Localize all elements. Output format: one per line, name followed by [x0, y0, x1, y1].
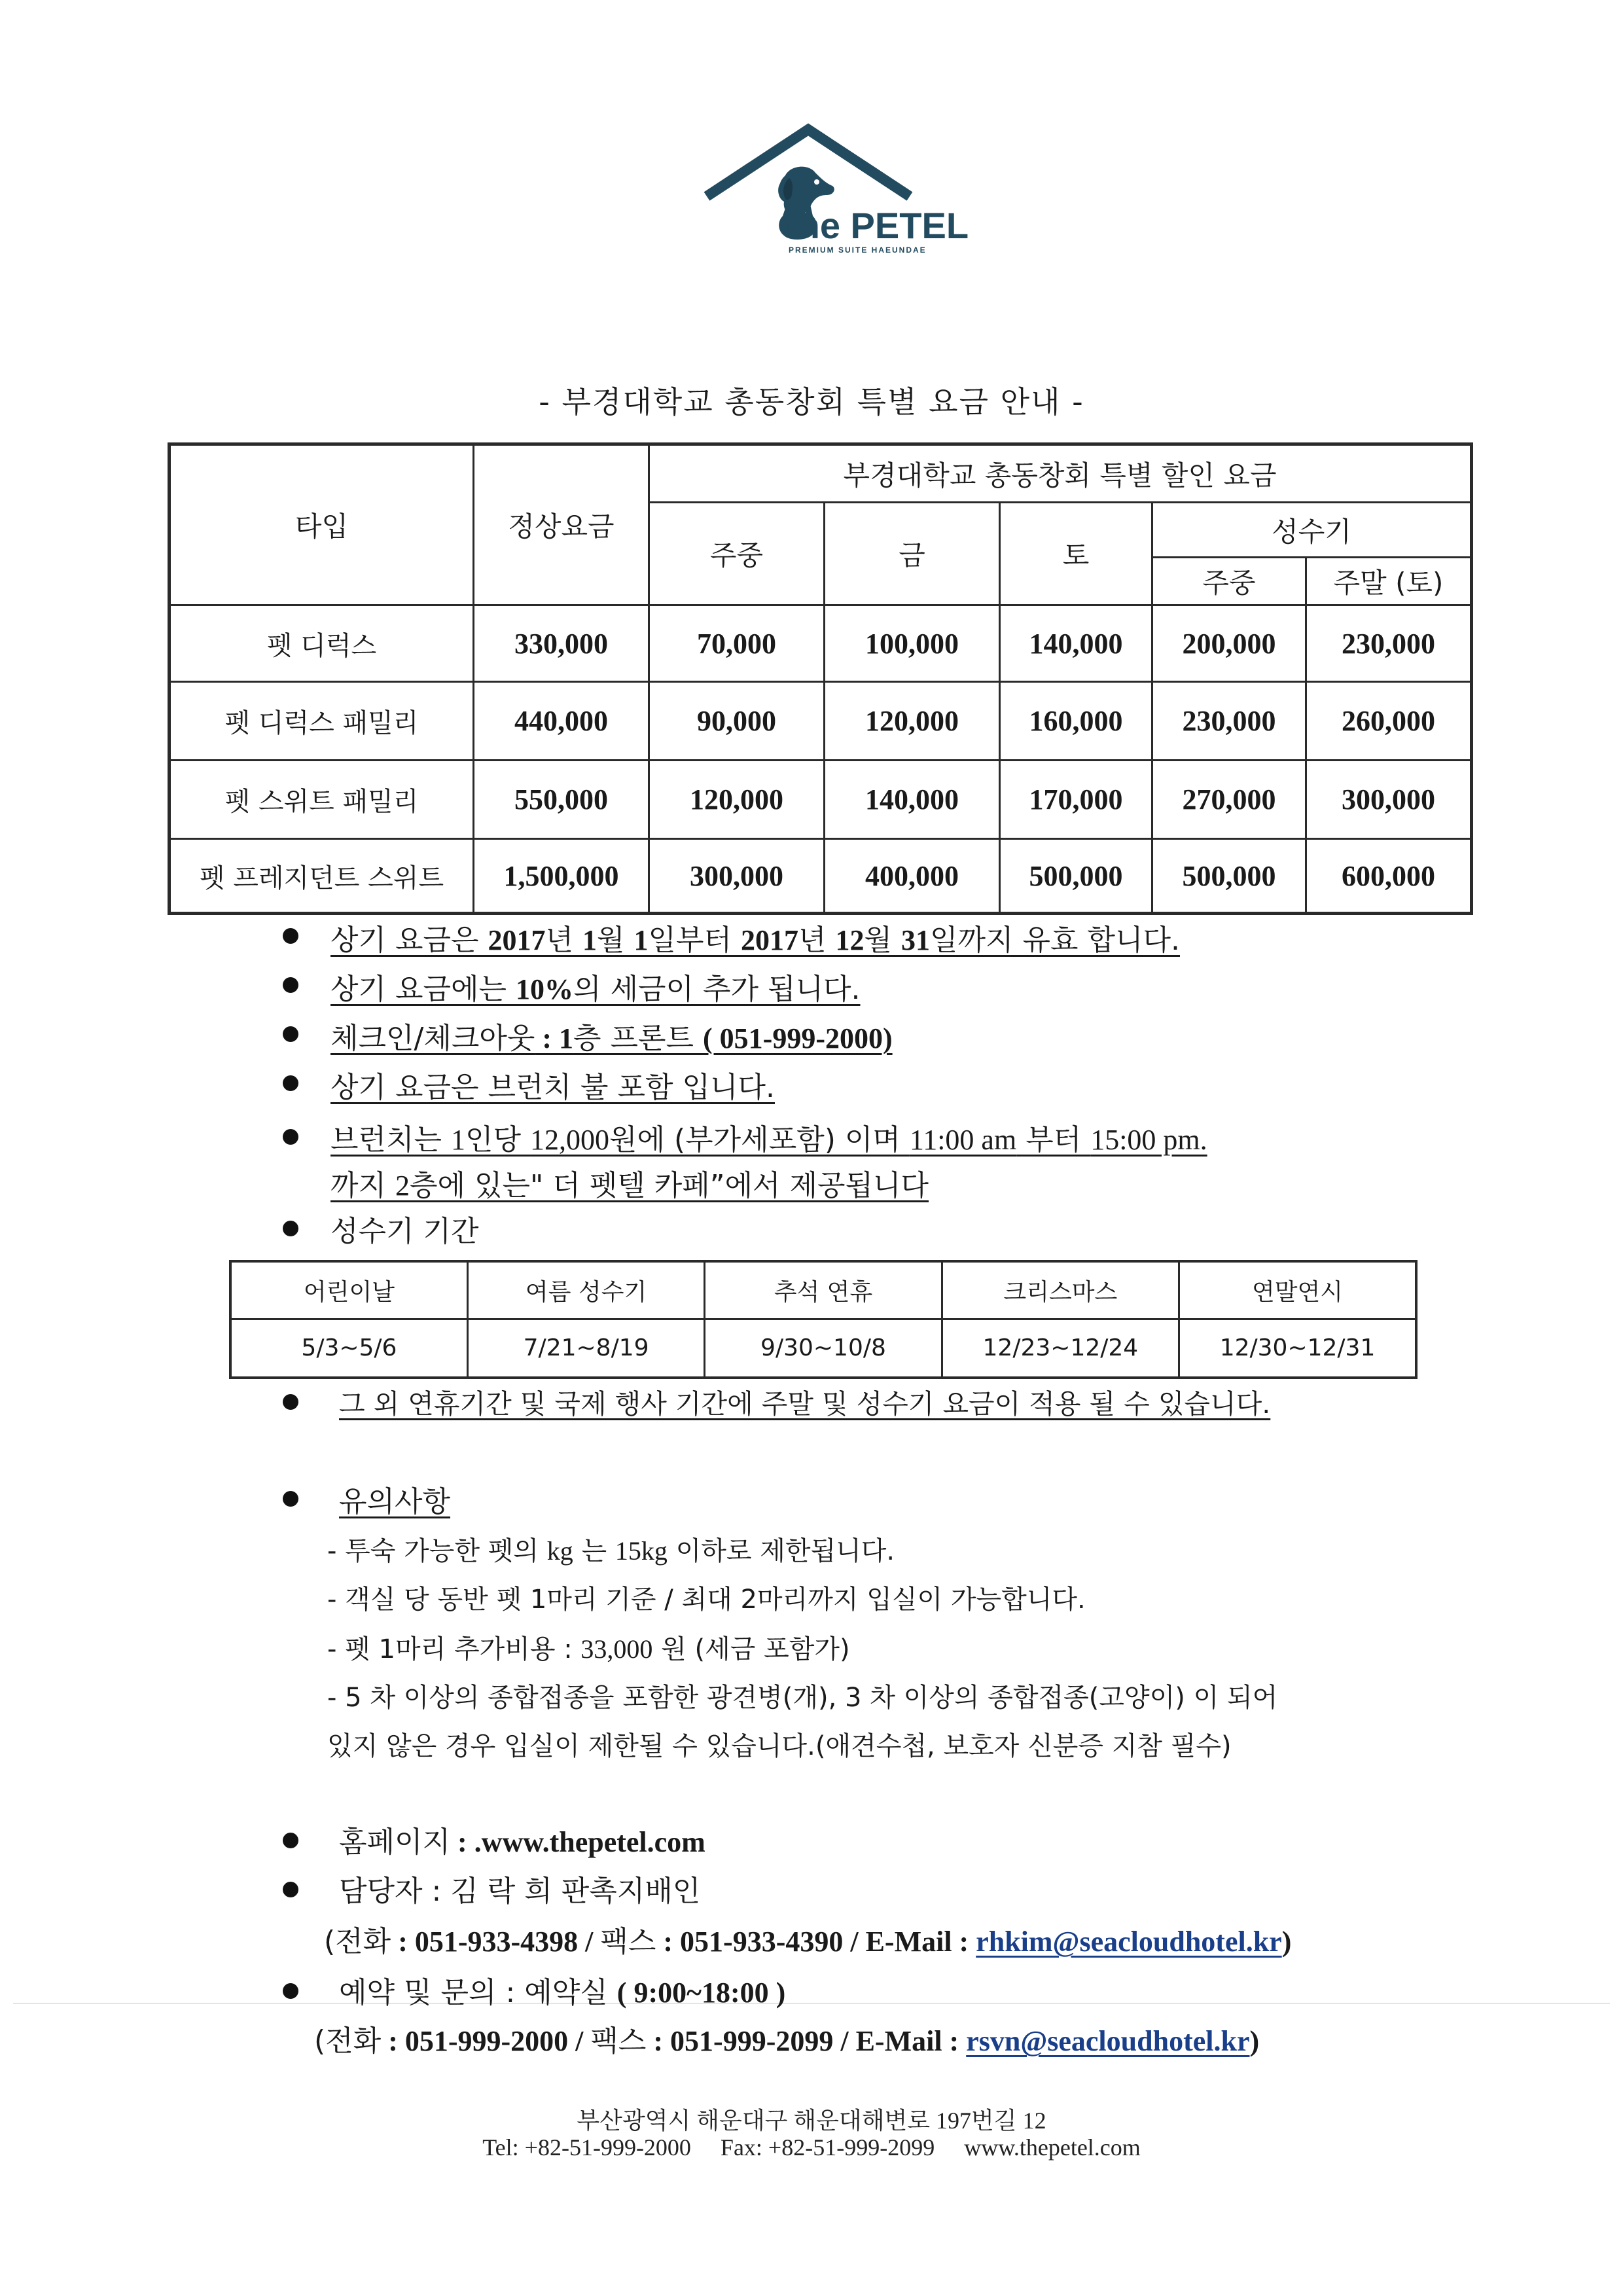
- note-line: - 객실 당 동반 펫 1마리 기준 / 최대 2마리까지 입실이 가능합니다.: [327, 1585, 1086, 1615]
- manager-phone: : 051-933-4398 /: [391, 1926, 601, 1958]
- peak-dates: 12/30~12/31: [1179, 1319, 1416, 1378]
- note-unit: kg: [546, 1536, 573, 1566]
- header-peak-weekend: 주말 (토): [1306, 557, 1472, 605]
- validity-year-start: 2017: [488, 924, 546, 956]
- header-sat: 토: [1000, 503, 1152, 605]
- validity-day-end: 31: [901, 924, 930, 956]
- bullet-dot-icon: [283, 1394, 298, 1410]
- contact-text: ): [1281, 1926, 1292, 1958]
- validity-text: 월: [864, 924, 901, 957]
- bullet-dot-icon: [283, 1075, 298, 1091]
- peak-period-title: 성수기 기간: [330, 1215, 479, 1248]
- note-weight-limit: 15kg: [615, 1536, 668, 1566]
- bullet-dot-icon: [283, 1882, 298, 1897]
- brunch-note-line1: [330, 1116, 1207, 1158]
- peak-weekend-rate: 230,000: [1306, 605, 1472, 682]
- validity-month-end: 12: [835, 924, 865, 956]
- brunch-price: 12,000: [530, 1124, 610, 1156]
- validity-text: 월: [597, 924, 634, 957]
- fri-rate: 400,000: [825, 839, 1000, 914]
- peak-season-table: [229, 1260, 1418, 1379]
- table-row: [169, 839, 1472, 914]
- brunch-text: 부터: [1016, 1123, 1091, 1157]
- header-regular: 정상요금: [474, 444, 649, 605]
- contact-text: ): [1249, 2025, 1260, 2057]
- validity-text: 년: [798, 924, 836, 957]
- page-title: - 부경대학교 총동창회 특별 요금 안내 -: [539, 384, 1084, 420]
- brunch-end: 15:00 pm.: [1090, 1124, 1207, 1156]
- peak-dates: 12/23~12/24: [942, 1319, 1179, 1378]
- note-text: - 투숙 가능한 펫의: [327, 1536, 547, 1566]
- manager-contact-line: [324, 1918, 1291, 1960]
- brunch-text: 인당: [465, 1123, 531, 1157]
- weekday-rate: 300,000: [649, 839, 825, 914]
- homepage-label: 홈페이지: [339, 1825, 451, 1859]
- peak-dates: 9/30~10/8: [705, 1319, 942, 1378]
- brunch-text: 브런치는: [330, 1123, 452, 1157]
- footer-address: 부산광역시 해운대구 해운대해변로 197번길 12: [577, 2108, 1046, 2134]
- peak-name: 크리스마스: [942, 1261, 1179, 1319]
- manager-fax: : 051-933-4390 / E-Mail :: [656, 1926, 976, 1958]
- regular-rate: 440,000: [474, 682, 649, 761]
- homepage-link[interactable]: : .www.thepetel.com: [450, 1826, 705, 1858]
- validity-text: 년: [545, 924, 582, 957]
- tax-percent: 10%: [516, 973, 573, 1005]
- room-type: 펫 디럭스: [169, 605, 474, 682]
- contact-label: (전화: [324, 1925, 391, 1958]
- table-row: [169, 682, 1472, 761]
- note-extra-fee: 33,000: [580, 1634, 653, 1664]
- bullet-dot-icon: [283, 1026, 298, 1042]
- logo-tagline: PREMIUM SUITE HAEUNDAE: [789, 245, 927, 255]
- fri-rate: 140,000: [825, 761, 1000, 839]
- note-line: - 5 차 이상의 종합접종을 포함한 광견병(개), 3 차 이상의 종합접종(고양이) 이 되어: [327, 1683, 1278, 1713]
- note-line: 있지 않은 경우 입실이 제한될 수 있습니다.(애견수첩, 보호자 신분증 지참 필수): [327, 1731, 1232, 1761]
- sat-rate: 170,000: [1000, 761, 1152, 839]
- note-line: [327, 1530, 895, 1568]
- validity-month-start: 1: [582, 924, 597, 956]
- notes-title: 유의사항: [339, 1485, 451, 1518]
- checkin-text: :: [535, 1022, 560, 1054]
- sat-rate: 140,000: [1000, 605, 1152, 682]
- bullet-dot-icon: [283, 1833, 298, 1848]
- bullet-dot-icon: [283, 1129, 298, 1145]
- brunch-per: 1: [451, 1124, 466, 1156]
- note-line: [327, 1628, 850, 1666]
- bullet-dot-icon: [283, 1221, 298, 1236]
- note-text: - 펫 1마리 추가비용 :: [327, 1634, 581, 1664]
- room-type: 펫 프레지던트 스위트: [169, 839, 474, 914]
- header-type: 타입: [169, 444, 474, 605]
- header-peak: 성수기: [1152, 503, 1472, 557]
- header-discount-group: 부경대학교 총동창회 특별 할인 요금: [649, 444, 1472, 503]
- reservation-label: 예약 및 문의 : 예약실: [339, 1976, 617, 2009]
- peak-name: 어린이날: [230, 1261, 467, 1319]
- peak-weekday-rate: 500,000: [1152, 839, 1306, 914]
- bullet-dot-icon: [283, 928, 298, 944]
- bullet-dot-icon: [283, 1983, 298, 1999]
- peak-weekend-rate: 260,000: [1306, 682, 1472, 761]
- brunch-text: 층에 있는" 더 펫텔 카페”에서 제공됩니다: [410, 1169, 929, 1202]
- peak-weekday-rate: 230,000: [1152, 682, 1306, 761]
- bullet-dot-icon: [283, 1491, 298, 1507]
- table-row: [169, 761, 1472, 839]
- note-text: 이하로 제한됩니다.: [667, 1536, 895, 1566]
- scan-line-divider: [13, 2003, 1610, 2004]
- reservation-contact-line: [314, 2017, 1259, 2059]
- peak-weekday-rate: 270,000: [1152, 761, 1306, 839]
- weekday-rate: 70,000: [649, 605, 825, 682]
- peak-weekend-rate: 300,000: [1306, 761, 1472, 839]
- sat-rate: 160,000: [1000, 682, 1152, 761]
- logo-wordmark: the PETEL: [785, 205, 969, 246]
- tax-text: 상기 요금에는: [330, 973, 516, 1006]
- validity-note: [330, 916, 1180, 958]
- bullet-dot-icon: [283, 977, 298, 993]
- manager-line: 담당자 : 김 락 희 판촉지배인: [339, 1874, 701, 1908]
- table-row: [169, 605, 1472, 682]
- room-type: 펫 스위트 패밀리: [169, 761, 474, 839]
- regular-rate: 1,500,000: [474, 839, 649, 914]
- peak-name: 추석 연휴: [705, 1261, 942, 1319]
- peak-additional-note: 그 외 연휴기간 및 국제 행사 기간에 주말 및 성수기 요금이 적용 될 수 있습니다.: [339, 1388, 1271, 1420]
- reservation-fax: : 051-999-2099 / E-Mail :: [646, 2025, 967, 2057]
- reservation-email-link[interactable]: rsvn@seacloudhotel.kr: [966, 2025, 1250, 2057]
- validity-year-end: 2017: [741, 924, 798, 956]
- homepage-line: [339, 1818, 705, 1860]
- checkin-text: 층 프론트: [573, 1022, 704, 1055]
- brunch-note-line2: [330, 1162, 929, 1204]
- room-type: 펫 디럭스 패밀리: [169, 682, 474, 761]
- validity-text: 일까지 유효 합니다.: [930, 924, 1180, 957]
- contact-label: 팩스: [590, 2024, 647, 2058]
- checkin-label: 체크인/체크아웃: [330, 1022, 535, 1055]
- peak-weekday-rate: 200,000: [1152, 605, 1306, 682]
- sat-rate: 500,000: [1000, 839, 1152, 914]
- rate-table: [168, 442, 1473, 915]
- brunch-excluded-note: 상기 요금은 브런치 불 포함 입니다.: [330, 1071, 775, 1104]
- brunch-text: 까지: [330, 1169, 395, 1202]
- note-text: 원 (세금 포함가): [652, 1634, 850, 1664]
- validity-day-start: 1: [633, 924, 649, 956]
- checkin-floor: 1: [559, 1022, 574, 1054]
- peak-dates: 5/3~5/6: [230, 1319, 467, 1378]
- brunch-start: 11:00 am: [909, 1124, 1017, 1156]
- header-weekday: 주중: [649, 503, 825, 605]
- weekday-rate: 120,000: [649, 761, 825, 839]
- peak-dates: 7/21~8/19: [467, 1319, 704, 1378]
- peak-weekend-rate: 600,000: [1306, 839, 1472, 914]
- validity-text: 상기 요금은: [330, 924, 488, 957]
- tax-note: [330, 965, 860, 1007]
- checkin-note: [330, 1014, 893, 1056]
- regular-rate: 550,000: [474, 761, 649, 839]
- header-peak-weekday: 주중: [1152, 557, 1306, 605]
- reservation-line: [339, 1969, 785, 2011]
- contact-label: (전화: [314, 2024, 382, 2058]
- footer-contact: Tel: +82-51-999-2000 Fax: +82-51-999-2099 www.thepetel.com: [482, 2134, 1141, 2161]
- reservation-hours: ( 9:00~18:00 ): [616, 1977, 786, 2009]
- header-fri: 금: [825, 503, 1000, 605]
- peak-name: 여름 성수기: [467, 1261, 704, 1319]
- checkin-phone: ( 051-999-2000): [703, 1022, 893, 1054]
- tax-text: 의 세금이 추가 됩니다.: [573, 973, 861, 1006]
- peak-name: 연말연시: [1179, 1261, 1416, 1319]
- contact-label: 팩스: [600, 1925, 656, 1958]
- brunch-text: 원에 (부가세포함) 이며: [609, 1123, 910, 1157]
- fri-rate: 120,000: [825, 682, 1000, 761]
- reservation-phone: : 051-999-2000 /: [381, 2025, 591, 2057]
- note-text: 는: [573, 1536, 615, 1566]
- fri-rate: 100,000: [825, 605, 1000, 682]
- manager-email-link[interactable]: rhkim@seacloudhotel.kr: [976, 1926, 1282, 1958]
- validity-text: 일부터: [648, 924, 741, 957]
- brunch-floor: 2: [395, 1170, 410, 1202]
- weekday-rate: 90,000: [649, 682, 825, 761]
- regular-rate: 330,000: [474, 605, 649, 682]
